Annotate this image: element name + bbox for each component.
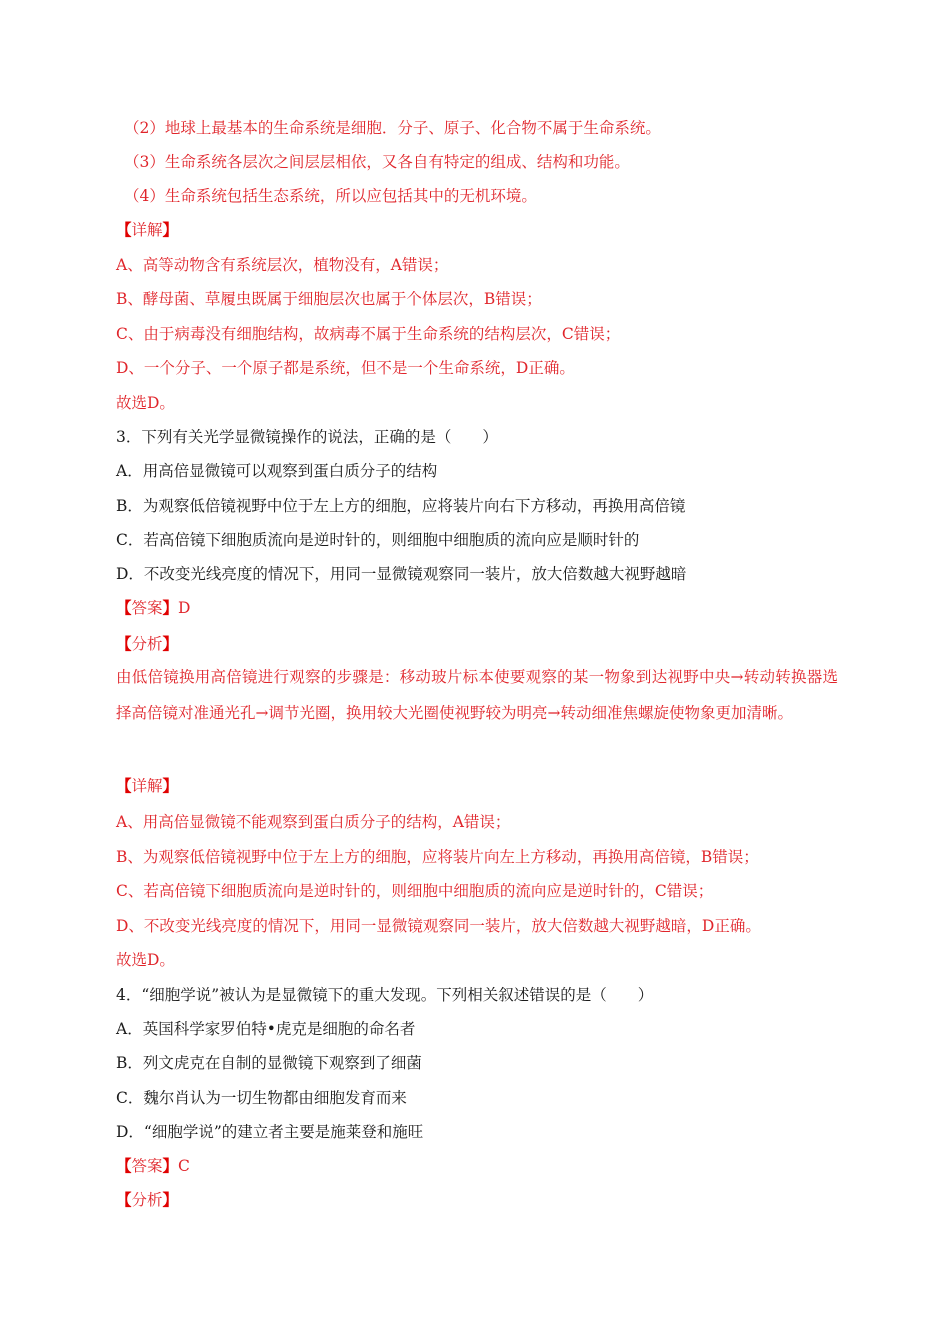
- q3-option-d: D．不改变光线亮度的情况下，用同一显微镜观察同一装片，放大倍数越大视野越暗: [116, 565, 687, 583]
- bracket-close: 】: [162, 776, 179, 795]
- q2-detail-d: D、一个分子、一个原子都是系统，但不是一个生命系统，D正确。: [116, 359, 575, 377]
- q4-option-a: A．英国科学家罗伯特•虎克是细胞的命名者: [116, 1020, 416, 1038]
- bracket-close: 】: [162, 598, 179, 617]
- bracket-close: 】: [162, 634, 179, 653]
- bracket-open: 【: [116, 776, 132, 795]
- q3-option-c: C．若高倍镜下细胞质流向是逆时针的，则细胞中细胞质的流向应是顺时针的: [116, 531, 640, 549]
- bracket-close: 】: [162, 1156, 179, 1175]
- q2-detail-a: A、高等动物含有系统层次，植物没有，A错误；: [116, 256, 449, 274]
- q4-analysis-heading: [116, 1190, 178, 1210]
- answer-value: C: [178, 1157, 190, 1175]
- q2-detail-b: B、酵母菌、草履虫既属于细胞层次也属于个体层次，B错误；: [116, 290, 542, 308]
- q2-note-4: （4）生命系统包括生态系统，所以应包括其中的无机环境。: [124, 187, 537, 205]
- analysis-label: 分析: [131, 1191, 163, 1209]
- q3-answer: [116, 598, 190, 618]
- q2-note-2: （2）地球上最基本的生命系统是细胞．分子、原子、化合物不属于生命系统。: [124, 119, 661, 137]
- q3-detail-d: D、不改变光线亮度的情况下，用同一显微镜观察同一装片，放大倍数越大视野越暗，D正确。: [116, 917, 761, 935]
- q3-detail-b: B、为观察低倍镜视野中位于左上方的细胞，应将装片向左上方移动，再换用高倍镜，B错误；: [116, 848, 759, 866]
- q3-detail-a: A、用高倍显微镜不能观察到蛋白质分子的结构，A错误；: [116, 813, 511, 831]
- q3-analysis-heading: [116, 634, 178, 654]
- q4-option-c: C．魏尔肖认为一切生物都由细胞发育而来: [116, 1089, 407, 1107]
- q3-option-a: A．用高倍显微镜可以观察到蛋白质分子的结构: [116, 462, 438, 480]
- q4-option-d: D．“细胞学说”的建立者主要是施莱登和施旺: [116, 1123, 424, 1141]
- q4-option-b: B．列文虎克在自制的显微镜下观察到了细菌: [116, 1054, 422, 1072]
- bracket-open: 【: [116, 598, 132, 617]
- q3-detail-c: C、若高倍镜下细胞质流向是逆时针的，则细胞中细胞质的流向应是逆时针的，C错误；: [116, 882, 714, 900]
- q3-detail-heading: [116, 776, 178, 796]
- q3-stem: 3．下列有关光学显微镜操作的说法，正确的是（ ）: [116, 428, 498, 446]
- answer-label: 答案: [131, 599, 163, 617]
- q3-analysis-text: 由低倍镜换用高倍镜进行观察的步骤是：移动玻片标本使要观察的某一物象到达视野中央→转动转换器选择高倍镜对准通光孔→调节光圈，换用较大光圈使视野较为明亮→转动细准焦螺旋使物象更加清晰。: [116, 668, 838, 722]
- q2-conclusion: 故选D。: [116, 394, 175, 412]
- answer-value: D: [178, 599, 191, 617]
- q2-detail-heading: [116, 220, 178, 240]
- detail-label: 详解: [131, 221, 163, 239]
- bracket-open: 【: [116, 634, 132, 653]
- q4-answer: [116, 1156, 190, 1176]
- analysis-label: 分析: [131, 635, 163, 653]
- answer-label: 答案: [131, 1157, 163, 1175]
- q4-stem: 4．“细胞学说”被认为是显微镜下的重大发现。下列相关叙述错误的是（ ）: [116, 986, 654, 1004]
- bracket-close: 】: [162, 1190, 179, 1209]
- q2-detail-c: C、由于病毒没有细胞结构，故病毒不属于生命系统的结构层次，C错误；: [116, 325, 621, 343]
- detail-label: 详解: [131, 777, 163, 795]
- bracket-open: 【: [116, 220, 132, 239]
- bracket-close: 】: [162, 220, 179, 239]
- q3-option-b: B．为观察低倍镜视野中位于左上方的细胞，应将装片向右下方移动，再换用高倍镜: [116, 497, 686, 515]
- bracket-open: 【: [116, 1190, 132, 1209]
- bracket-open: 【: [116, 1156, 132, 1175]
- q3-conclusion: 故选D。: [116, 951, 175, 969]
- q2-note-3: （3）生命系统各层次之间层层相依，又各自有特定的组成、结构和功能。: [124, 153, 630, 171]
